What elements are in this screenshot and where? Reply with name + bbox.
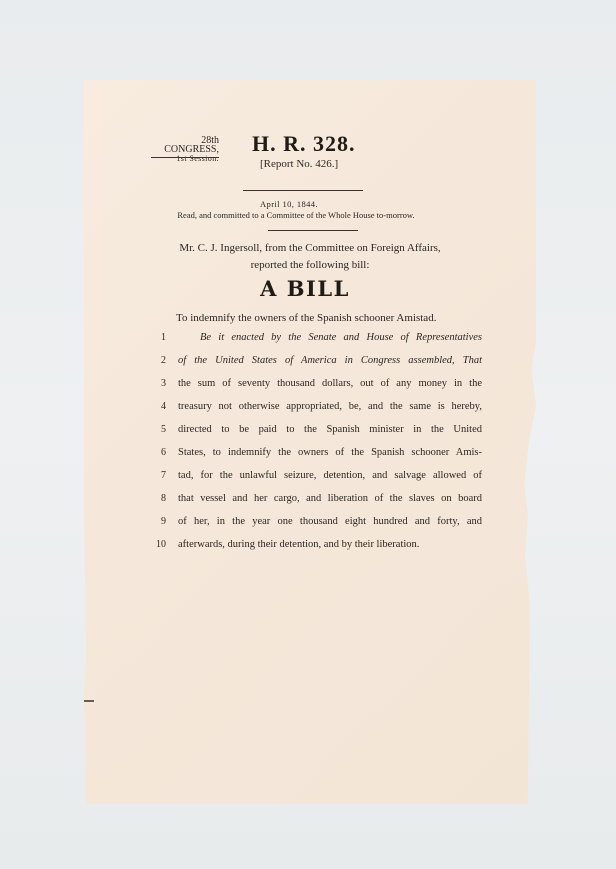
line-number: 1 [161,332,166,343]
line-text: the sum of seventy thousand dollars, out of any money in the [178,378,482,389]
report-number: [Report No. 426.] [260,158,339,170]
divider-bottom [268,230,358,231]
line-text: of the United States of America in Congress assembled, That [178,355,482,366]
bill-number: H. R. 328. [252,131,356,156]
line-text: directed to be paid to the Spanish minister in the United [178,424,482,435]
line-text: Be it enacted by the Senate and House of Representatives [200,332,482,343]
sponsor-line-1: Mr. C. J. Ingersoll, from the Committee on Foreign Affairs, [179,242,441,254]
line-number: 7 [161,470,166,481]
bill-line [150,401,482,424]
line-number: 2 [161,355,166,366]
bill-line [150,424,482,447]
session-number: 1st Session. [176,154,219,163]
line-number: 9 [161,516,166,527]
line-text: States, to indemnify the owners of the Spanish schooner Amis- [178,447,482,458]
bill-line [150,539,460,562]
line-number: 4 [161,401,166,412]
bill-line [150,470,482,493]
bill-title: A BILL [260,276,350,301]
line-number: 6 [161,447,166,458]
line-number: 10 [156,539,166,550]
line-number: 3 [161,378,166,389]
bill-line [150,493,482,516]
binding-mark [84,700,94,702]
line-number: 8 [161,493,166,504]
bill-line [150,516,482,539]
congress-session-label [151,136,219,163]
congress-number: 28th CONGRESS, [164,135,219,155]
divider-top [243,190,363,191]
line-text: of her, in the year one thousand eight hundred and forty, and [178,516,482,527]
congress-underline [151,157,219,158]
action-read: Read, and committed to a Committee of the Whole House to-morrow. [177,210,415,220]
action-date: April 10, 1844. [260,199,318,209]
line-text: afterwards, during their detention, and by their liberation. [178,539,420,550]
bill-purpose: To indemnify the owners of the Spanish schooner Amistad. [176,312,437,324]
line-number: 5 [161,424,166,435]
line-text: that vessel and her cargo, and liberation of the slaves on board [178,493,482,504]
bill-line [150,355,482,378]
bill-line [150,447,482,470]
sponsor-statement [140,240,480,274]
line-text: treasury not otherwise appropriated, be, and the same is hereby, [178,401,482,412]
bill-line [150,332,482,355]
bill-line [150,378,482,401]
line-text: tad, for the unlawful seizure, detention, and salvage allowed of [178,470,482,481]
sponsor-line-2: reported the following bill: [250,259,370,271]
